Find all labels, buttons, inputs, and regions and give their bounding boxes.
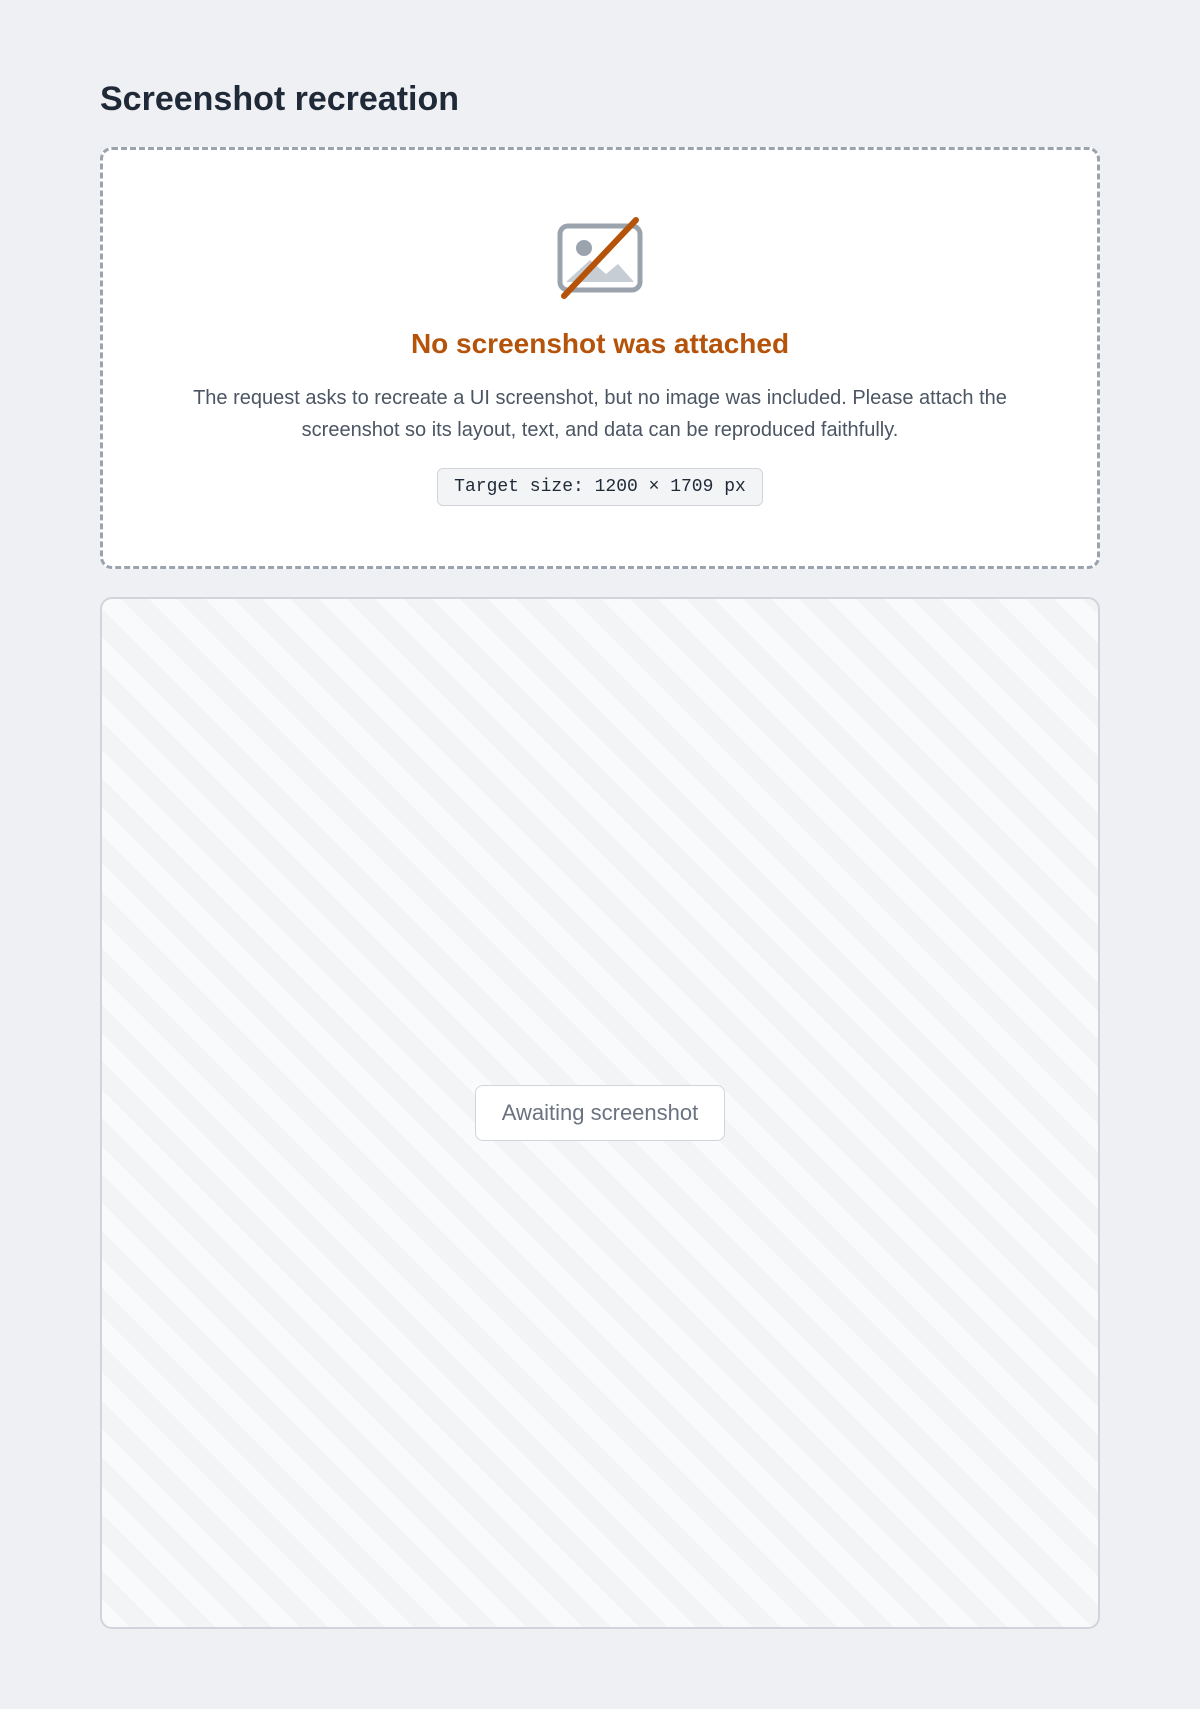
target-size-badge: Target size: 1200 × 1709 px <box>437 468 763 506</box>
screenshot-placeholder <box>100 597 1100 1629</box>
missing-image-notice <box>100 147 1100 569</box>
notice-heading: No screenshot was attached <box>410 328 790 359</box>
image-missing-icon <box>552 210 648 306</box>
placeholder-label: Awaiting screenshot <box>475 1085 726 1141</box>
notice-body: The request asks to recreate a UI screenshot, but no image was included. Please attach the screenshot so its layout, text, and data can be reproduced faithfully. <box>193 387 1007 441</box>
page-title: Screenshot recreation <box>100 80 460 118</box>
